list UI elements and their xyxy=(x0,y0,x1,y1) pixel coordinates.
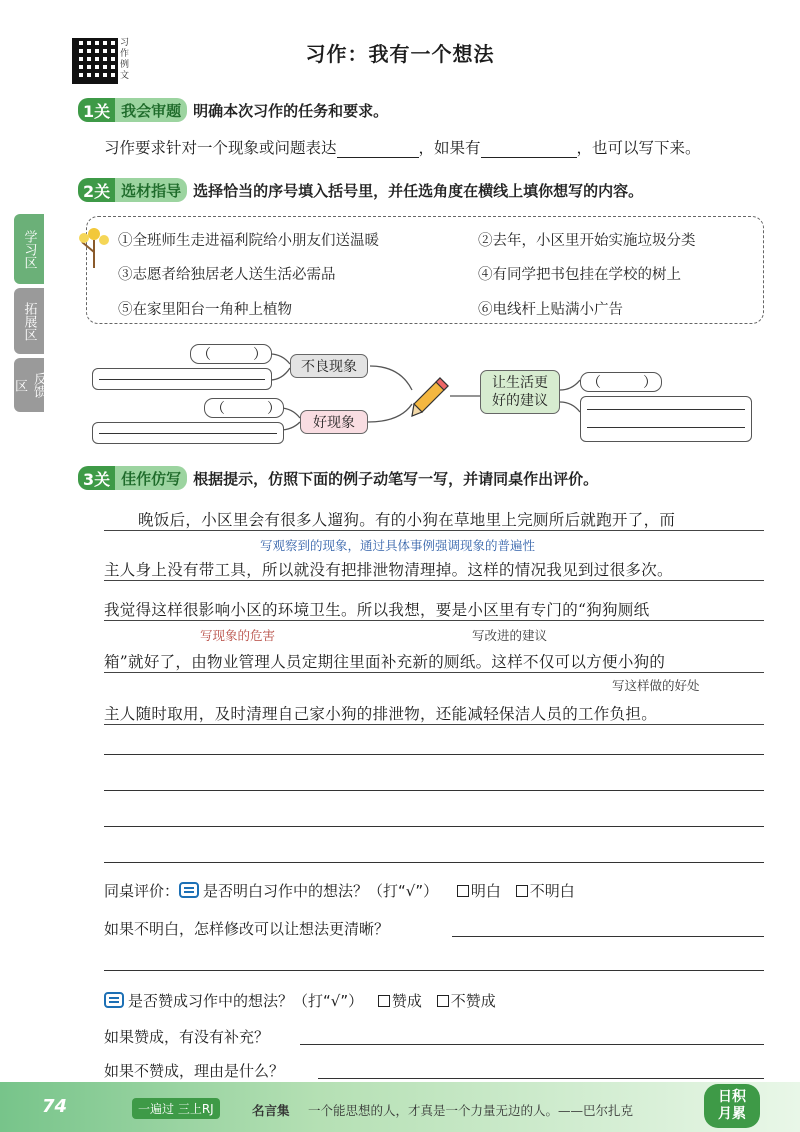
eval-q3-option-a-label: 赞成 xyxy=(391,992,422,1010)
option-3: ③志愿者给独居老人送生活必需品 xyxy=(118,267,336,283)
example-rule-4 xyxy=(104,672,764,673)
eval-q1-option-b[interactable] xyxy=(516,882,575,900)
checkbox-icon[interactable] xyxy=(437,995,449,1007)
option-1: ①全班师生走进福利院给小朋友们送温暖 xyxy=(118,233,379,249)
section-1-header xyxy=(78,98,388,122)
eval-question-5: 如果不赞成，理由是什么？ xyxy=(104,1062,285,1080)
example-line-1: 晚饭后，小区里会有很多人遛狗。有的小狗在草地里上完厕所后就跑开了，而 xyxy=(138,511,676,529)
hint-benefit: 写这样做的好处 xyxy=(612,678,700,693)
option-4: ④有同学把书包挂在学校的树上 xyxy=(478,267,681,283)
option-6: ⑥电线杆上贴满小广告 xyxy=(478,302,623,318)
badge-line-1: 日积 xyxy=(718,1089,746,1105)
example-rule-3 xyxy=(104,620,764,621)
quote-text: 一个能思想的人，才真是一个力量无边的人。——巴尔扎克 xyxy=(308,1103,634,1118)
example-rule-1 xyxy=(104,530,764,531)
quote-label: 名言集 xyxy=(252,1103,290,1118)
checkbox-icon[interactable] xyxy=(378,995,390,1007)
eval-q3-option-a[interactable] xyxy=(378,992,422,1010)
checkbox-icon[interactable] xyxy=(457,885,469,897)
eval-label: 同桌评价： xyxy=(104,882,180,900)
eval-q3-text: 是否赞成习作中的想法？（打“√”） xyxy=(128,992,364,1010)
eval-q1-option-b-label: 不明白 xyxy=(529,882,575,900)
eval-question-1 xyxy=(104,880,575,901)
page-title: 习作：我有一个想法 xyxy=(305,42,495,66)
s1-blank-2[interactable] xyxy=(481,142,577,158)
comment-icon xyxy=(179,882,199,898)
node-suggestion-line-1: 让生活更 xyxy=(492,375,548,391)
eval-question-4: 如果赞成，有没有补充？ xyxy=(104,1028,270,1046)
example-rule-5 xyxy=(104,724,764,725)
eval-q4-answer-line[interactable] xyxy=(300,1044,764,1045)
suggest-answer-box[interactable] xyxy=(580,396,752,442)
node-bad-phenomenon: 不良现象 xyxy=(290,354,368,378)
section-3-header xyxy=(78,466,598,490)
eval-q2-answer-line-1[interactable] xyxy=(452,936,764,937)
footer-brand: 一遍过 三上RJ xyxy=(132,1098,220,1119)
example-line-2: 主人身上没有带工具，所以就没有把排泄物清理掉。这样的情况我见到过很多次。 xyxy=(104,561,673,579)
hint-suggestion: 写改进的建议 xyxy=(472,628,548,643)
eval-q1-option-a-label: 明白 xyxy=(470,882,501,900)
s1-blank-1[interactable] xyxy=(337,142,419,158)
bad-answer-box[interactable] xyxy=(92,368,272,390)
example-rule-2 xyxy=(104,580,764,581)
option-5: ⑤在家里阳台一角种上植物 xyxy=(118,302,292,318)
section-3-number: 3关 xyxy=(78,466,115,490)
section-3-description: 根据提示，仿照下面的例子动笔写一写，并请同桌作出评价。 xyxy=(193,469,599,488)
hint-observation: 写观察到的现象，通过具体事例强调现象的普遍性 xyxy=(260,538,536,553)
section-2-name: 选材指导 xyxy=(115,178,187,202)
s1-text-c: ，也可以写下来。 xyxy=(576,139,701,157)
section-3-name: 佳作仿写 xyxy=(115,466,187,490)
example-line-4: 箱”就好了，由物业管理人员定期往里面补充新的厕纸。这样不仅可以方便小狗的 xyxy=(104,653,666,671)
section-2-description: 选择恰当的序号填入括号里，并任选角度在横线上填你想写的内容。 xyxy=(193,181,644,200)
writing-line-3[interactable] xyxy=(104,826,764,827)
s1-text-a: 习作要求针对一个现象或问题表达 xyxy=(104,139,337,157)
writing-line-4[interactable] xyxy=(104,862,764,863)
writing-line-2[interactable] xyxy=(104,790,764,791)
section-2-header xyxy=(78,178,643,202)
option-2: ②去年，小区里开始实施垃圾分类 xyxy=(478,233,696,249)
badge-line-2: 月累 xyxy=(718,1106,746,1122)
eval-q3-option-b[interactable] xyxy=(437,992,496,1010)
section-1-description: 明确本次习作的任务和要求。 xyxy=(193,101,389,120)
flower-icon xyxy=(76,222,112,270)
page-number: 74 xyxy=(42,1096,68,1117)
eval-question-2: 如果不明白，怎样修改可以让想法更清晰？ xyxy=(104,920,390,938)
node-good-phenomenon: 好现象 xyxy=(300,410,368,434)
writing-line-1[interactable] xyxy=(104,754,764,755)
side-tab-extend[interactable]: 拓展区 xyxy=(14,288,44,354)
section-1-name: 我会审题 xyxy=(115,98,187,122)
section-2-number: 2关 xyxy=(78,178,115,202)
eval-question-3 xyxy=(104,990,496,1011)
eval-q2-answer-line-2[interactable] xyxy=(104,970,764,971)
good-bracket[interactable]: （ ） xyxy=(204,398,284,418)
checkbox-icon[interactable] xyxy=(516,885,528,897)
good-answer-box[interactable] xyxy=(92,422,284,444)
eval-q5-answer-line[interactable] xyxy=(318,1078,764,1079)
s1-text-b: ，如果有 xyxy=(418,139,481,157)
bad-bracket[interactable]: （ ） xyxy=(190,344,272,364)
section-1-number: 1关 xyxy=(78,98,115,122)
hint-harm: 写现象的危害 xyxy=(200,628,276,643)
example-line-5: 主人随时取用，及时清理自己家小狗的排泄物，还能减轻保洁人员的工作负担。 xyxy=(104,705,658,723)
eval-q1-option-a[interactable] xyxy=(457,882,501,900)
section-1-question xyxy=(104,136,701,158)
pencil-icon xyxy=(410,374,450,418)
example-line-3: 我觉得这样很影响小区的环境卫生。所以我想，要是小区里有专门的“狗狗厕纸 xyxy=(104,601,650,619)
node-suggestion-line-2: 好的建议 xyxy=(492,393,548,409)
daily-badge xyxy=(704,1084,760,1128)
eval-q3-option-b-label: 不赞成 xyxy=(450,992,496,1010)
eval-q1-text: 是否明白习作中的想法？（打“√”） xyxy=(203,882,439,900)
comment-icon xyxy=(104,992,124,1008)
qr-label: 习作例文 xyxy=(120,38,130,81)
side-tab-feedback[interactable]: 反馈区 xyxy=(14,358,44,412)
side-tab-study[interactable]: 学习区 xyxy=(14,214,44,284)
suggest-bracket[interactable]: （ ） xyxy=(580,372,662,392)
node-suggestion xyxy=(480,370,560,414)
